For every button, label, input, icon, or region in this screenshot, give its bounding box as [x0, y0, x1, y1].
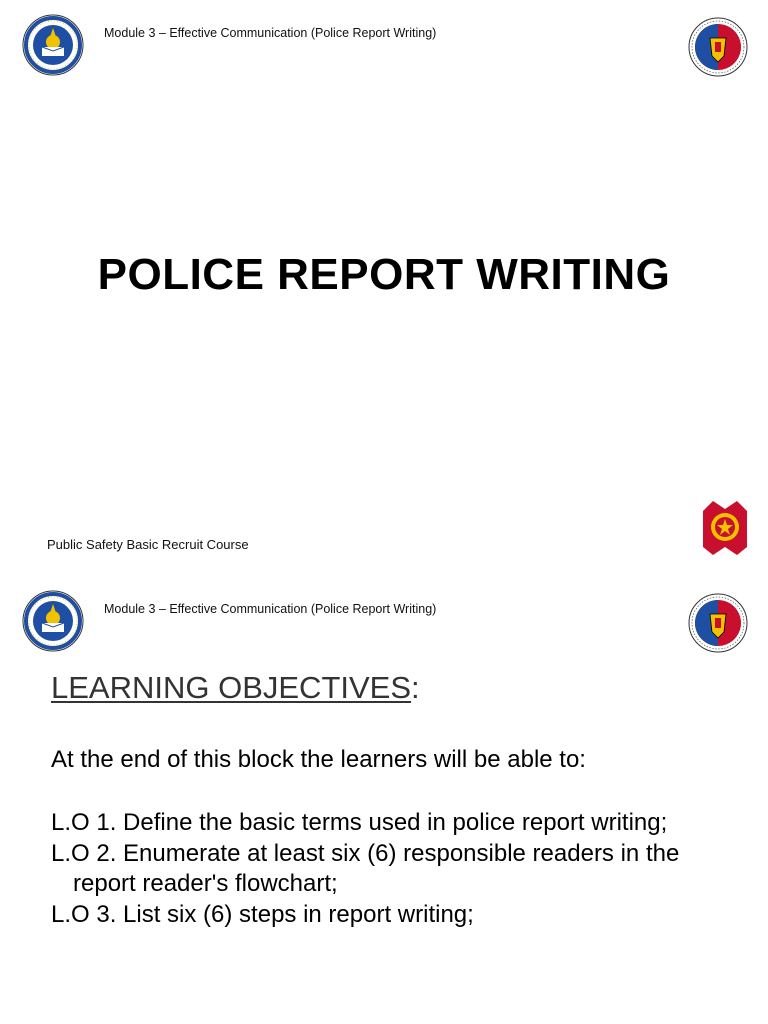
heading-text: LEARNING OBJECTIVES — [51, 670, 412, 705]
academy-seal-icon — [22, 14, 84, 76]
objectives-intro: At the end of this block the learners will be able to: — [51, 746, 586, 773]
pnp-training-seal-icon — [688, 592, 748, 654]
objective-item: L.O 2. Enumerate at least six (6) responsible readers in the report reader's flowchart; — [51, 839, 680, 897]
academy-seal-icon — [22, 590, 84, 652]
objective-item: L.O 3. List six (6) steps in report writing; — [51, 900, 474, 928]
module-header: Module 3 – Effective Communication (Police Report Writing) — [104, 602, 437, 616]
slide-objectives — [0, 576, 768, 1024]
learning-objectives-heading — [51, 670, 420, 706]
heading-colon: : — [411, 670, 420, 705]
module-header: Module 3 – Effective Communication (Police Report Writing) — [104, 26, 437, 40]
page-title: POLICE REPORT WRITING — [97, 250, 671, 299]
objective-item: L.O 1. Define the basic terms used in police report writing; — [51, 809, 668, 836]
objectives-list — [51, 808, 731, 930]
pnp-badge-icon — [699, 497, 751, 557]
pnp-training-seal-icon — [688, 16, 748, 78]
course-footer: Public Safety Basic Recruit Course — [47, 537, 249, 552]
